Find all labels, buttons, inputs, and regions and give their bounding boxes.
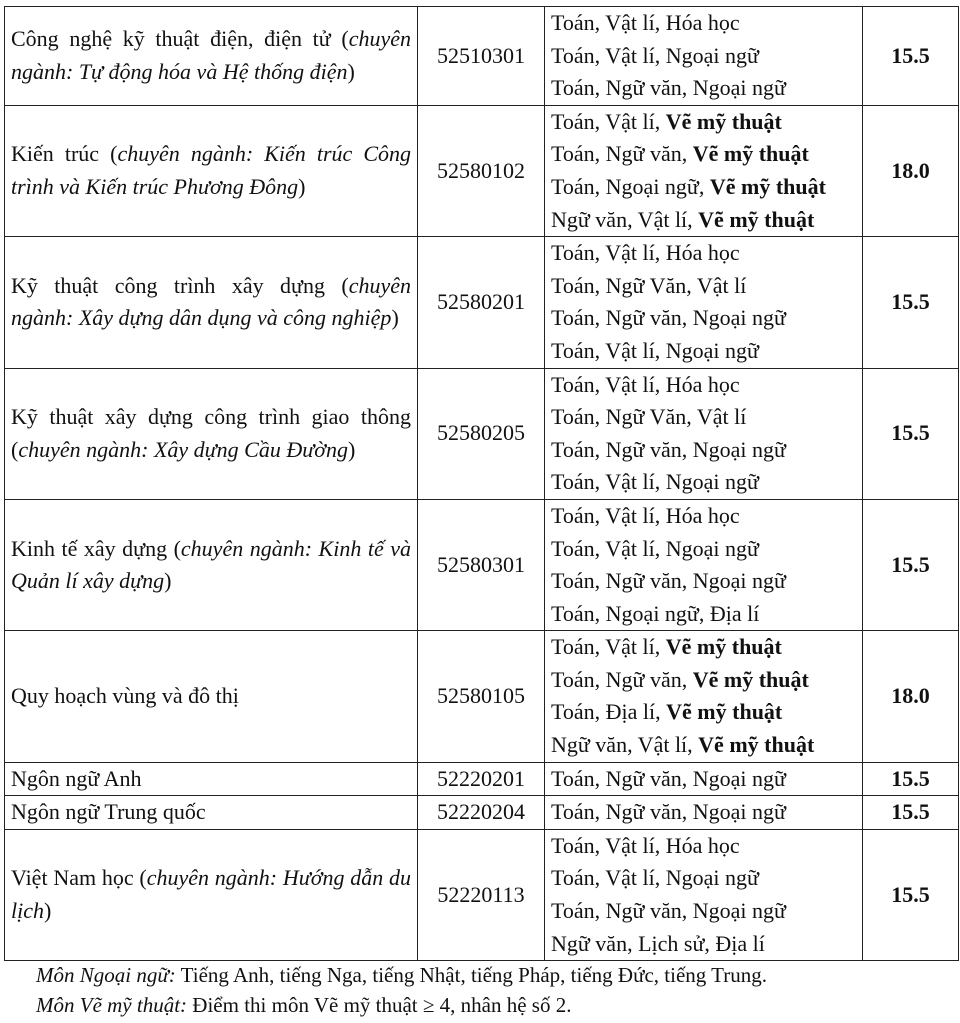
cutoff-score: 15.5: [863, 7, 959, 106]
major-name-cell: Kỹ thuật công trình xây dựng (chuyên ngành: Xây dựng dân dụng và công nghiệp): [5, 237, 418, 368]
subject-combination: [551, 40, 856, 73]
subject-text: Toán, Ngữ văn, Ngoại ngữ: [551, 765, 786, 791]
major-code: 52220113: [418, 829, 545, 960]
subject-text: Toán, Vật lí, Hóa học: [551, 832, 740, 858]
foreign-language-note: [36, 960, 767, 990]
subject-combination: [551, 729, 856, 762]
major-code: 52580105: [418, 631, 545, 762]
subject-text: Ngữ văn, Vật lí,: [551, 206, 699, 232]
major-name: Ngôn ngữ Trung quốc: [11, 799, 206, 825]
major-specialization: chuyên ngành: Hướng dẫn du lịch: [11, 865, 411, 924]
subject-text: Toán, Vật lí, Ngoại ngữ: [551, 865, 759, 891]
table-row: [5, 499, 959, 630]
subject-text: Toán, Vật lí, Ngoại ngữ: [551, 337, 759, 363]
subject-text: Toán, Ngữ văn, Ngoại ngữ: [551, 305, 786, 331]
subject-text: Toán, Ngữ văn, Ngoại ngữ: [551, 75, 786, 101]
subject-combinations: [545, 237, 863, 368]
foreign-language-note-label: Môn Ngoại ngữ:: [36, 963, 176, 987]
subject-combination: [551, 830, 856, 863]
major-name-cell: Công nghệ kỹ thuật điện, điện tử (chuyên ngành: Tự động hóa và Hệ thống điện): [5, 7, 418, 106]
subject-text: Toán, Vật lí, Ngoại ngữ: [551, 42, 759, 68]
table-row: [5, 631, 959, 762]
major-code: 52580205: [418, 368, 545, 499]
major-code: 52220201: [418, 762, 545, 796]
subject-highlight: Vẽ mỹ thuật: [692, 141, 809, 167]
subject-combination: [551, 862, 856, 895]
subject-text: Toán, Ngữ văn, Ngoại ngữ: [551, 436, 786, 462]
table-row: [5, 7, 959, 106]
table-row: [5, 368, 959, 499]
subject-highlight: Vẽ mỹ thuật: [666, 699, 783, 725]
footnotes: [36, 960, 767, 1020]
subject-text: Toán, Vật lí, Hóa học: [551, 240, 740, 266]
subject-combination: [551, 763, 856, 796]
subject-combination: [551, 138, 856, 171]
subject-combination: [551, 237, 856, 270]
subject-combination: [551, 895, 856, 928]
major-name: Ngôn ngữ Anh: [11, 765, 142, 791]
subject-combinations: [545, 105, 863, 236]
major-specialization: chuyên ngành: Kinh tế và Quản lí xây dựng: [11, 535, 411, 594]
subject-text: Toán, Vật lí, Hóa học: [551, 10, 740, 35]
subject-combination: [551, 72, 856, 105]
major-name-cell: [5, 631, 418, 762]
subject-text: Toán, Địa lí,: [551, 699, 667, 725]
subject-combinations: [545, 829, 863, 960]
major-specialization: chuyên ngành: Tự động hóa và Hệ thống điện: [11, 26, 412, 84]
subject-text: Toán, Ngữ Văn, Vật lí: [551, 404, 747, 430]
subject-highlight: Vẽ mỹ thuật: [698, 206, 815, 232]
art-note-text: Điểm thi môn Vẽ mỹ thuật ≥ 4, nhân hệ số 2.: [187, 993, 572, 1017]
major-name: Kỹ thuật công trình xây dựng: [11, 272, 325, 298]
subject-combination: [551, 302, 856, 335]
major-name-cell: [5, 796, 418, 830]
subject-combinations: [545, 368, 863, 499]
cutoff-score: 15.5: [863, 796, 959, 830]
subject-text: Toán, Ngoại ngữ,: [551, 173, 710, 199]
subject-text: Toán, Ngữ văn, Ngoại ngữ: [551, 568, 786, 594]
subject-combinations: [545, 7, 863, 106]
cutoff-score: 18.0: [863, 631, 959, 762]
major-name: Kiến trúc: [11, 141, 100, 167]
major-name-cell: Kỹ thuật xây dựng công trình giao thông (chuyên ngành: Xây dựng Cầu Đường): [5, 368, 418, 499]
subject-text: Ngữ văn, Lịch sử, Địa lí: [551, 930, 765, 956]
major-specialization: chuyên ngành: Xây dựng dân dụng và công nghiệp: [11, 272, 411, 331]
subject-combination: [551, 369, 856, 402]
major-code: 52580201: [418, 237, 545, 368]
subject-combination: [551, 565, 856, 598]
subject-combination: [551, 335, 856, 368]
subject-combination: [551, 928, 856, 961]
subject-highlight: Vẽ mỹ thuật: [665, 634, 782, 660]
admissions-table-body: [5, 7, 959, 961]
major-code: 52220204: [418, 796, 545, 830]
subject-text: Toán, Vật lí,: [551, 634, 666, 660]
subject-combination: [551, 434, 856, 467]
cutoff-score: 15.5: [863, 368, 959, 499]
table-row: [5, 237, 959, 368]
subject-combination: [551, 631, 856, 664]
subject-text: Toán, Ngữ văn,: [551, 141, 693, 167]
subject-combination: [551, 466, 856, 499]
subject-combinations: [545, 499, 863, 630]
subject-text: Toán, Ngữ Văn, Vật lí: [551, 272, 747, 298]
cutoff-score: 15.5: [863, 829, 959, 960]
subject-text: Toán, Vật lí, Ngoại ngữ: [551, 535, 759, 561]
subject-combination: [551, 598, 856, 631]
subject-text: Toán, Vật lí, Hóa học: [551, 502, 740, 528]
table-row: [5, 796, 959, 830]
subject-text: Toán, Vật lí,: [551, 108, 666, 134]
subject-combination: [551, 171, 856, 204]
major-name: Kỹ thuật xây dựng công trình giao thông: [11, 404, 411, 430]
major-name-cell: [5, 762, 418, 796]
subject-highlight: Vẽ mỹ thuật: [698, 732, 815, 758]
cutoff-score: 15.5: [863, 499, 959, 630]
major-name-cell: Việt Nam học (chuyên ngành: Hướng dẫn du lịch): [5, 829, 418, 960]
subject-combination: [551, 7, 856, 40]
major-code: 52510301: [418, 7, 545, 106]
major-name: Việt Nam học: [11, 865, 134, 891]
subject-combination: [551, 204, 856, 237]
art-note: [36, 990, 767, 1020]
subject-text: Toán, Ngữ văn, Ngoại ngữ: [551, 799, 786, 825]
subject-combination: [551, 533, 856, 566]
major-name: Công nghệ kỹ thuật điện, điện tử: [11, 26, 331, 52]
subject-combination: [551, 270, 856, 303]
subject-highlight: Vẽ mỹ thuật: [709, 173, 826, 199]
admissions-table: [4, 6, 959, 961]
major-code: 52580301: [418, 499, 545, 630]
subject-text: Toán, Ngữ văn, Ngoại ngữ: [551, 898, 786, 924]
subject-combination: [551, 500, 856, 533]
subject-text: Ngữ văn, Vật lí,: [551, 732, 699, 758]
subject-combination: [551, 401, 856, 434]
cutoff-score: 15.5: [863, 237, 959, 368]
subject-combinations: [545, 762, 863, 796]
major-name-cell: Kinh tế xây dựng (chuyên ngành: Kinh tế và Quản lí xây dựng): [5, 499, 418, 630]
subject-text: Toán, Vật lí, Hóa học: [551, 371, 740, 397]
subject-combination: [551, 696, 856, 729]
subject-combinations: [545, 631, 863, 762]
subject-text: Toán, Ngữ văn,: [551, 666, 693, 692]
major-name-cell: Kiến trúc (chuyên ngành: Kiến trúc Công trình và Kiến trúc Phương Đông): [5, 105, 418, 236]
cutoff-score: 18.0: [863, 105, 959, 236]
major-name: Kinh tế xây dựng: [11, 535, 168, 561]
subject-text: Toán, Vật lí, Ngoại ngữ: [551, 469, 759, 495]
cutoff-score: 15.5: [863, 762, 959, 796]
subject-combination: [551, 664, 856, 697]
subject-combination: [551, 796, 856, 829]
major-specialization: chuyên ngành: Xây dựng Cầu Đường: [18, 436, 348, 462]
table-row: [5, 105, 959, 236]
foreign-language-note-text: Tiếng Anh, tiếng Nga, tiếng Nhật, tiếng Pháp, tiếng Đức, tiếng Trung.: [175, 963, 767, 987]
subject-highlight: Vẽ mỹ thuật: [665, 108, 782, 134]
major-code: 52580102: [418, 105, 545, 236]
subject-combination: [551, 106, 856, 139]
subject-highlight: Vẽ mỹ thuật: [692, 666, 809, 692]
subject-combinations: [545, 796, 863, 830]
major-specialization: chuyên ngành: Kiến trúc Công trình và Kiến trúc Phương Đông: [11, 141, 412, 199]
table-row: [5, 762, 959, 796]
major-name: Quy hoạch vùng và đô thị: [11, 683, 239, 709]
table-row: [5, 829, 959, 960]
subject-text: Toán, Ngoại ngữ, Địa lí: [551, 600, 760, 626]
art-note-label: Môn Vẽ mỹ thuật:: [36, 993, 188, 1017]
